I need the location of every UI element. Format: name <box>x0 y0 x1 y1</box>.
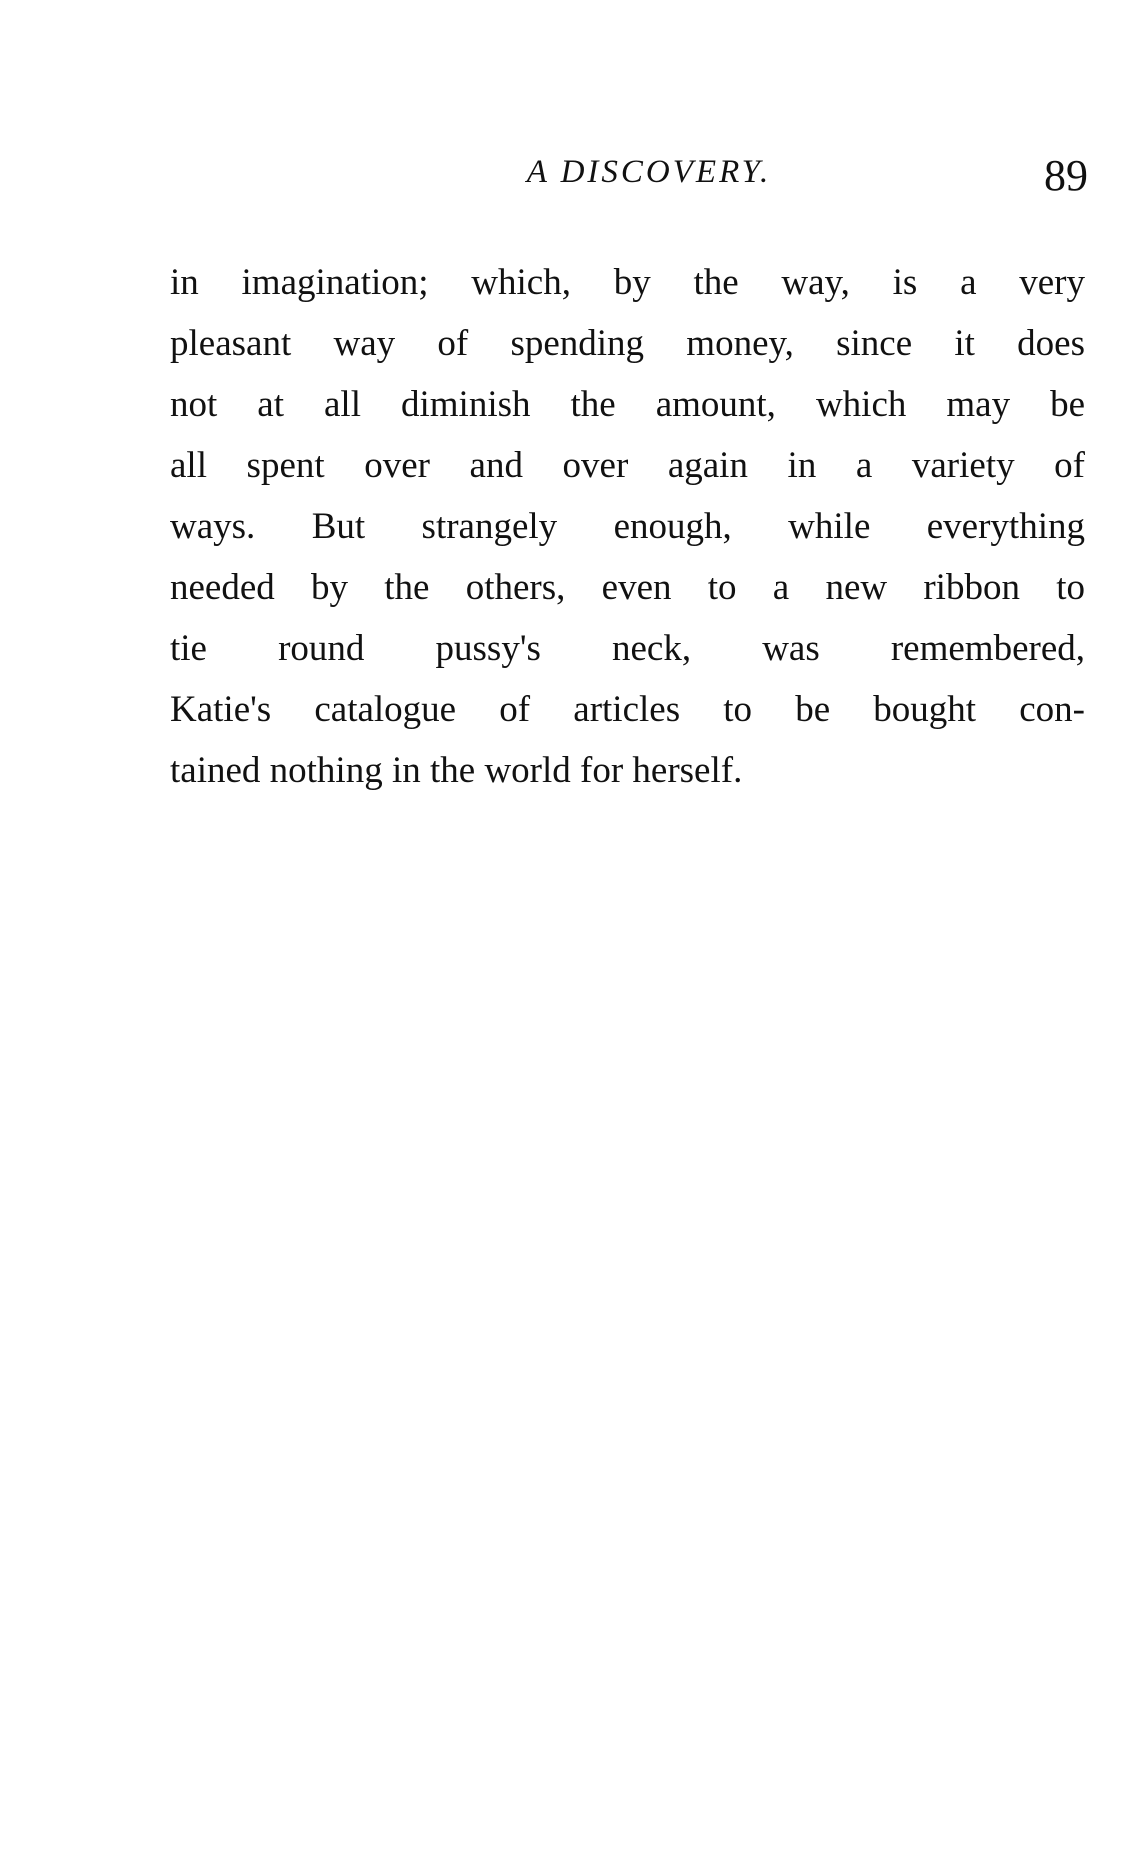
text-line: pleasant way of spending money, since it does <box>170 323 1085 364</box>
text-line: in imagination; which, by the way, is a very <box>170 262 1085 303</box>
text-line: ways. But strangely enough, while everything <box>170 506 1085 547</box>
body-paragraph <box>170 252 1085 801</box>
text-line: tained nothing in the world for herself. <box>170 750 743 791</box>
text-line: tie round pussy's neck, was remembered, <box>170 628 1085 669</box>
text-line: needed by the others, even to a new ribbon to <box>170 567 1085 608</box>
page-number: 89 <box>1044 151 1088 200</box>
running-title: A DISCOVERY. <box>526 154 772 190</box>
text-line: all spent over and over again in a variety of <box>170 445 1085 486</box>
running-head <box>170 150 1088 200</box>
text-line: not at all diminish the amount, which may be <box>170 384 1085 425</box>
text-line: Katie's catalogue of articles to be bought con- <box>170 689 1085 730</box>
